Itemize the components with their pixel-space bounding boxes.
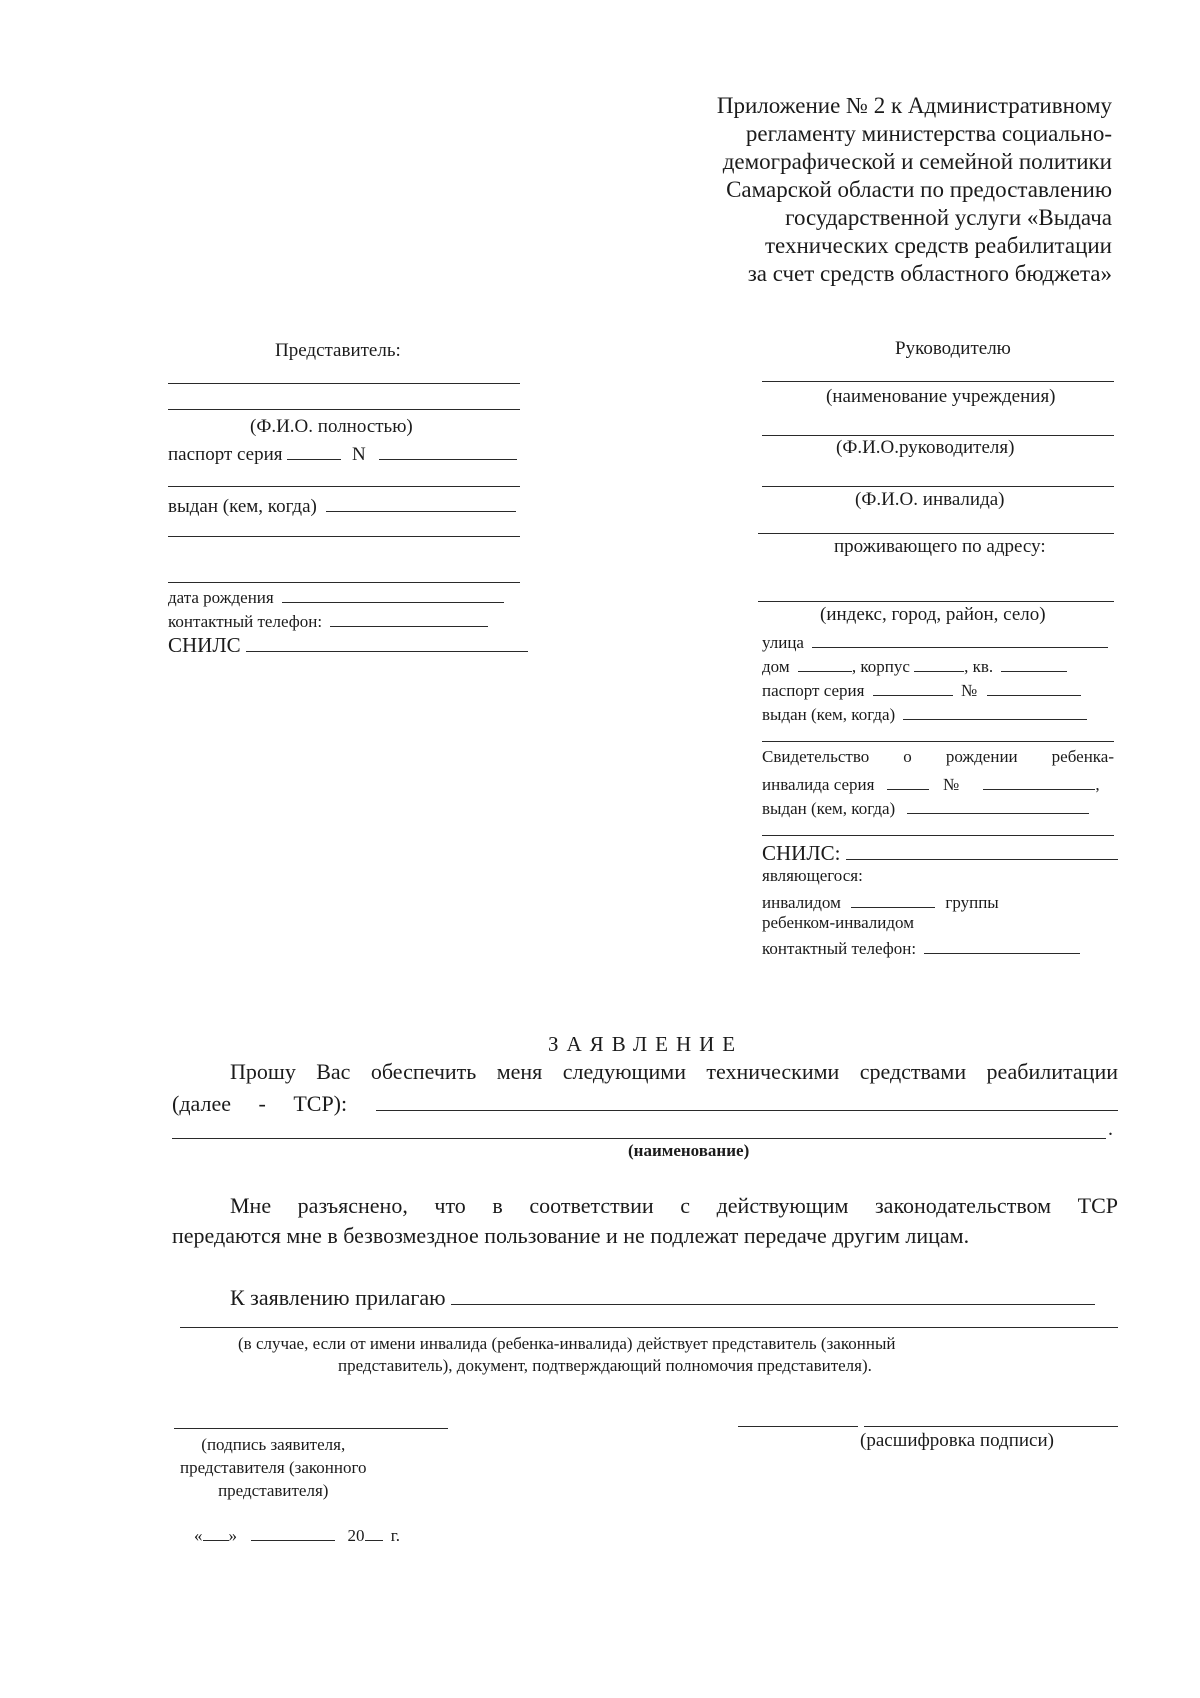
phone-label: контактный телефон: (168, 612, 323, 631)
passport-number-field[interactable] (987, 678, 1081, 696)
head-caption: (Ф.И.О.руководителя) (836, 437, 1015, 458)
attach-label: К заявлению прилагаю (230, 1285, 446, 1310)
group-label: группы (945, 893, 999, 912)
apartment-label: , кв. (964, 657, 994, 676)
issued-label: выдан (кем, когда) (168, 496, 317, 517)
issued-field[interactable] (903, 702, 1087, 720)
date-open-quote: « (194, 1526, 203, 1545)
attach-row (230, 1282, 1095, 1311)
date-row (194, 1523, 400, 1546)
signature-caption-line: представителя (законного (180, 1458, 367, 1477)
birth-certificate-series-label: инвалида серия (762, 775, 875, 794)
child-invalid-label: ребенком-инвалидом (762, 913, 914, 932)
month-field[interactable] (251, 1523, 335, 1541)
snils-label: СНИЛС (168, 633, 241, 657)
name-caption: (наименование) (628, 1141, 750, 1160)
passport-series-field[interactable] (287, 440, 341, 460)
issued-label: выдан (кем, когда) (762, 799, 896, 818)
apartment-field[interactable] (1001, 654, 1067, 672)
invalid-label: инвалидом (762, 893, 841, 912)
attach-note-line: (в случае, если от имени инвалида (ребенка-инвалида) действует представитель (законный (238, 1334, 896, 1353)
blank-line[interactable] (168, 536, 520, 537)
passport-number-label: № (960, 681, 978, 700)
phone-row (168, 609, 488, 632)
street-label: улица (762, 633, 804, 652)
issued-field[interactable] (907, 796, 1089, 814)
end-period: . (1108, 1118, 1113, 1140)
header-line: технических средств реабилитации (764, 233, 1112, 258)
header-line: государственной услуги «Выдача (785, 205, 1112, 230)
blank-line[interactable] (168, 582, 520, 583)
passport-series-label: паспорт серия (762, 681, 865, 700)
snils-field[interactable] (846, 838, 1118, 860)
phone-field[interactable] (924, 936, 1080, 954)
request-dash: - (258, 1091, 266, 1116)
invalid-name-line[interactable] (762, 486, 1114, 487)
representative-title: Представитель: (275, 340, 401, 361)
snils-field[interactable] (246, 630, 528, 652)
signature-line[interactable] (174, 1428, 448, 1429)
phone-field[interactable] (330, 609, 488, 627)
request-abbr: ТСР): (293, 1091, 348, 1116)
issued-field[interactable] (326, 492, 516, 512)
birth-date-field[interactable] (282, 585, 504, 603)
signature-caption-line: представителя) (218, 1481, 329, 1500)
year-field[interactable] (365, 1523, 383, 1541)
recipient-title: Руководителю (895, 338, 1011, 359)
signature-caption (180, 1433, 367, 1502)
snils-row (168, 630, 528, 658)
group-field[interactable] (851, 890, 935, 908)
group-row (762, 890, 999, 913)
tsr-name-field[interactable] (376, 1110, 1118, 1111)
birth-date-label: дата рождения (168, 588, 274, 607)
snils-label: СНИЛС: (762, 841, 841, 865)
year-prefix: 20 (347, 1526, 365, 1545)
date-close-quote: » (228, 1526, 237, 1545)
request-line-1: Прошу Вас обеспечить меня следующими техническими средствами реабилитации (230, 1059, 1118, 1084)
korpus-label: , корпус (851, 657, 910, 676)
issued-label: выдан (кем, когда) (762, 705, 896, 724)
signature-line-short[interactable] (738, 1426, 858, 1427)
header-line: демографической и семейной политики (722, 149, 1112, 174)
issued-row-right (762, 702, 1087, 725)
attach-note-line: представитель), документ, подтверждающий полномочия представителя). (338, 1356, 872, 1375)
birth-certificate-row (762, 772, 1100, 795)
passport-number-field[interactable] (379, 440, 517, 460)
appendix-header (717, 92, 1112, 288)
passport-row (168, 440, 517, 466)
blank-line[interactable] (762, 741, 1114, 742)
passport-number-label: N (352, 444, 366, 465)
tsr-name-field-2[interactable] (172, 1138, 1106, 1139)
year-suffix: г. (390, 1526, 401, 1545)
street-row (762, 630, 1108, 653)
residing-label: проживающего по адресу: (834, 536, 1046, 557)
decode-line[interactable] (864, 1426, 1118, 1427)
representative-name-line[interactable] (168, 409, 520, 410)
being-label: являющегося: (762, 866, 863, 885)
address-line[interactable] (758, 601, 1114, 602)
header-line: за счет средств областного бюджета» (747, 261, 1112, 286)
birth-certificate-number-label: № (942, 775, 960, 794)
passport-row-right (762, 678, 1081, 701)
comma: , (1095, 775, 1100, 794)
institution-line[interactable] (762, 381, 1114, 382)
blank-line[interactable] (168, 486, 520, 487)
head-name-line[interactable] (762, 435, 1114, 436)
street-field[interactable] (812, 630, 1108, 648)
invalid-caption: (Ф.И.О. инвалида) (855, 489, 1005, 510)
blank-line[interactable] (762, 835, 1114, 836)
birth-certificate-line1: Свидетельство о рождении ребенка- (762, 747, 1114, 766)
snils-row-right (762, 838, 1118, 866)
fio-caption: (Ф.И.О. полностью) (250, 416, 413, 437)
issued-row-2 (762, 796, 1089, 819)
explained-line-1: Мне разъяснено, что в соответствии с действующим законодательством ТСР (230, 1193, 1118, 1218)
decode-caption: (расшифровка подписи) (860, 1430, 1054, 1451)
phone-label: контактный телефон: (762, 939, 917, 958)
institution-caption: (наименование учреждения) (826, 386, 1056, 407)
header-line: Самарской области по предоставлению (726, 177, 1112, 202)
passport-series-field[interactable] (873, 678, 953, 696)
address-caption: (индекс, город, район, село) (820, 604, 1046, 625)
birth-certificate-number-field[interactable] (983, 772, 1095, 790)
signature-caption-line: (подпись заявителя, (201, 1435, 346, 1454)
explained-line-2: передаются мне в безвозмездное пользование и не подлежат передаче другим лицам. (172, 1223, 970, 1248)
day-field[interactable] (203, 1523, 229, 1541)
request-abbr-open: (далее (172, 1091, 231, 1116)
phone-row-right (762, 936, 1080, 959)
attach-field[interactable] (451, 1282, 1095, 1305)
birth-date-row (168, 585, 504, 608)
passport-series-label: паспорт серия (168, 444, 283, 465)
birth-certificate-series-field[interactable] (887, 772, 929, 790)
statement-title: ЗАЯВЛЕНИЕ (548, 1032, 744, 1056)
header-line: Приложение № 2 к Административному (716, 93, 1112, 118)
korpus-field[interactable] (914, 654, 964, 672)
attach-field-2[interactable] (180, 1327, 1118, 1328)
representative-name-line[interactable] (168, 383, 520, 384)
attach-note (238, 1333, 895, 1377)
house-label: дом (762, 657, 790, 676)
issued-row (168, 492, 516, 518)
request-row-2 (172, 1091, 347, 1117)
house-row (762, 654, 1067, 677)
house-field[interactable] (798, 654, 852, 672)
residing-line[interactable] (758, 533, 1114, 534)
header-line: регламенту министерства социально- (745, 121, 1112, 146)
